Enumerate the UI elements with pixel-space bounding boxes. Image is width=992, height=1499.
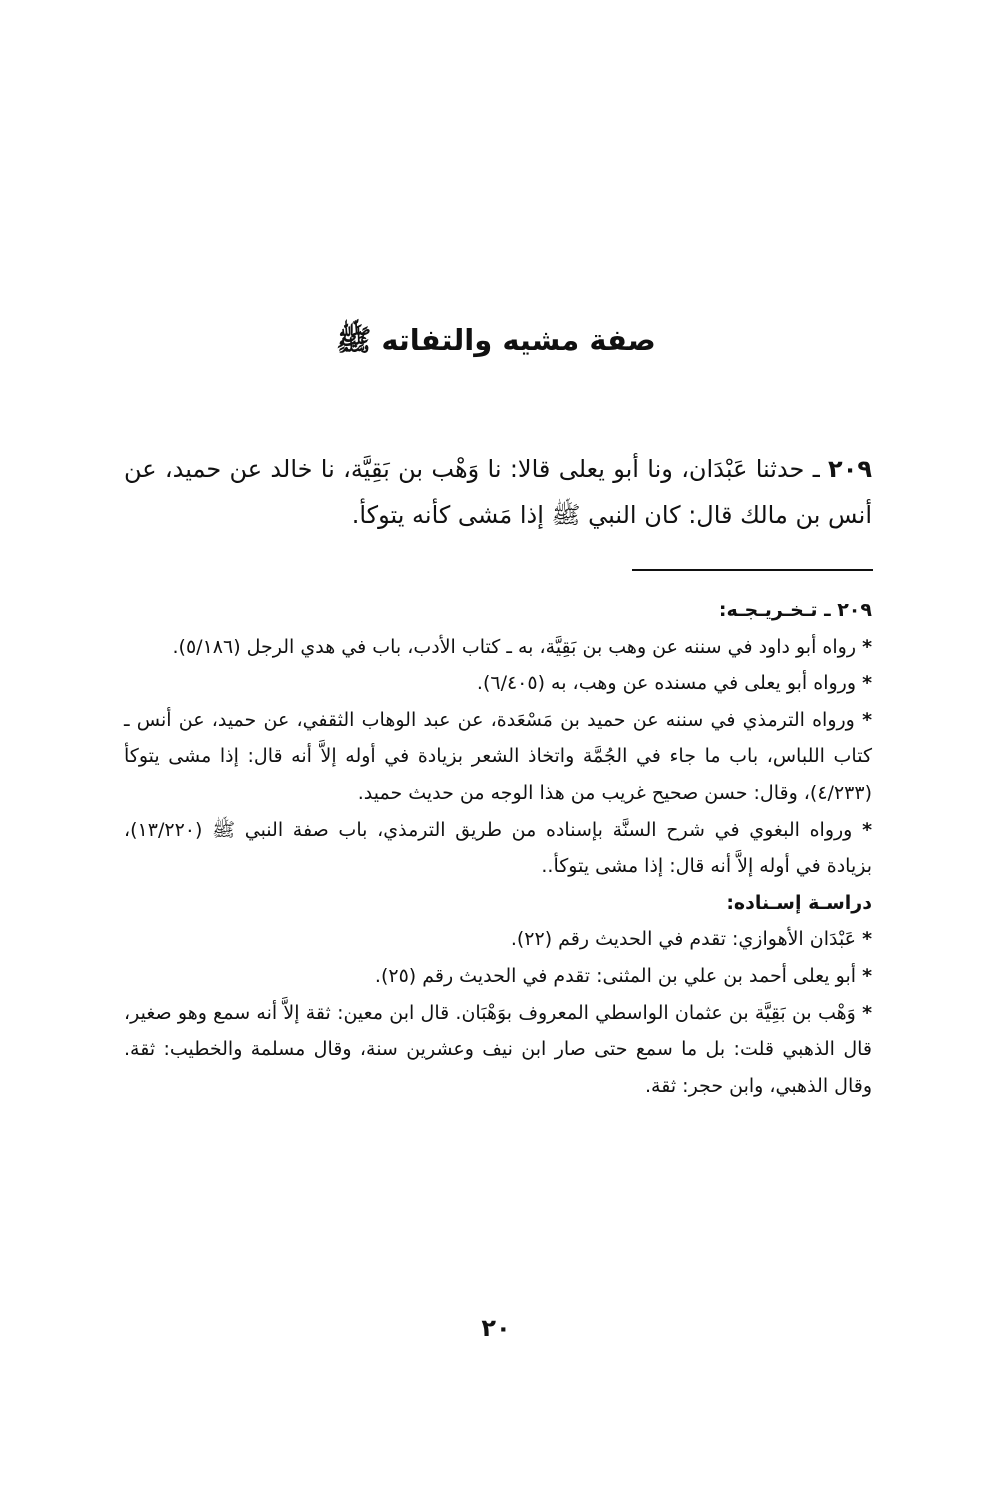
isnad-item-text: وَهْب بن بَقِيَّة بن عثمان الواسطي المعروف بوَهْبَان. قال ابن معين: ثقة إلاَّ أنه سمع وهو صغير، قال الذهبي قلت: بل ما سمع حتى صار ابن نيف وعشرين سنة، وقال مسلمة والخطيب: ثقة. وقال الذهبي، وابن حجر: ثقة. [124,1001,872,1097]
hadith-text-block [124,446,872,538]
takhrij-item-text: ورواه أبو يعلى في مسنده عن وهب، به (٦/٤٠٥). [476,672,857,695]
takhrij-heading: ٢٠٩ ـ تـخـريـجـه: [718,599,872,621]
isnad-heading: دراسـة إسـناده: [726,891,872,914]
isnad-item-text: أبو يعلى أحمد بن علي بن المثنى: تقدم في الحديث رقم (٢٥). [374,964,857,987]
isnad-item [124,921,872,958]
bullet-icon: * [862,1001,872,1024]
bullet-icon: * [862,928,872,951]
takhrij-item [124,812,872,885]
takhrij-item-text: رواه أبو داود في سننه عن وهب بن بَقِيَّة، به ـ كتاب الأدب، باب في هدي الرجل (٥/١٨٦). [172,635,857,658]
takhrij-item [124,629,872,666]
page-number: ٢٠ [481,1314,511,1342]
isnad-item [124,995,872,1105]
takhrij-item-text: ورواه البغوي في شرح السنَّة بإسناده من طريق الترمذي، باب صفة النبي ﷺ (١٣/٢٢٠)، بزيادة في أوله إلاَّ أنه قال: إذا مشى يتوكأ.. [124,818,872,878]
bullet-icon: * [862,635,872,658]
chapter-title: صفة مشيه والتفاته ﷺ [336,323,656,357]
bullet-icon: * [862,708,872,731]
bullet-icon: * [862,818,872,841]
isnad-item [124,958,872,995]
bullet-icon: * [862,672,872,695]
hadith-number: ٢٠٩ [828,455,872,483]
bullet-icon: * [862,964,872,987]
takhrij-item [124,665,872,702]
takhrij-item-text: ورواه الترمذي في سننه عن حميد بن مَسْعَدة، عن عبد الوهاب الثقفي، عن حميد، عن أنس ـ كتاب اللباس، باب ما جاء في الجُمَّة واتخاذ الشعر بزيادة في أوله إلاَّ أنه قال: إذا مشى يتوكأ (٤/٢٣٣)، وقال: حسن صحيح غريب من هذا الوجه من حديث حميد. [124,708,872,804]
takhrij-item [124,702,872,812]
hadith-text: ـ حدثنا عَبْدَان، ونا أبو يعلى قالا: نا وَهْب بن بَقِيَّة، نا خالد عن حميد، عن أنس بن مالك قال: كان النبي ﷺ إذا مَشى كأنه يتوكأ. [124,455,872,529]
footnote-separator [632,569,873,571]
isnad-item-text: عَبْدَان الأهوازي: تقدم في الحديث رقم (٢٢). [510,928,857,951]
footnotes [124,592,872,1104]
